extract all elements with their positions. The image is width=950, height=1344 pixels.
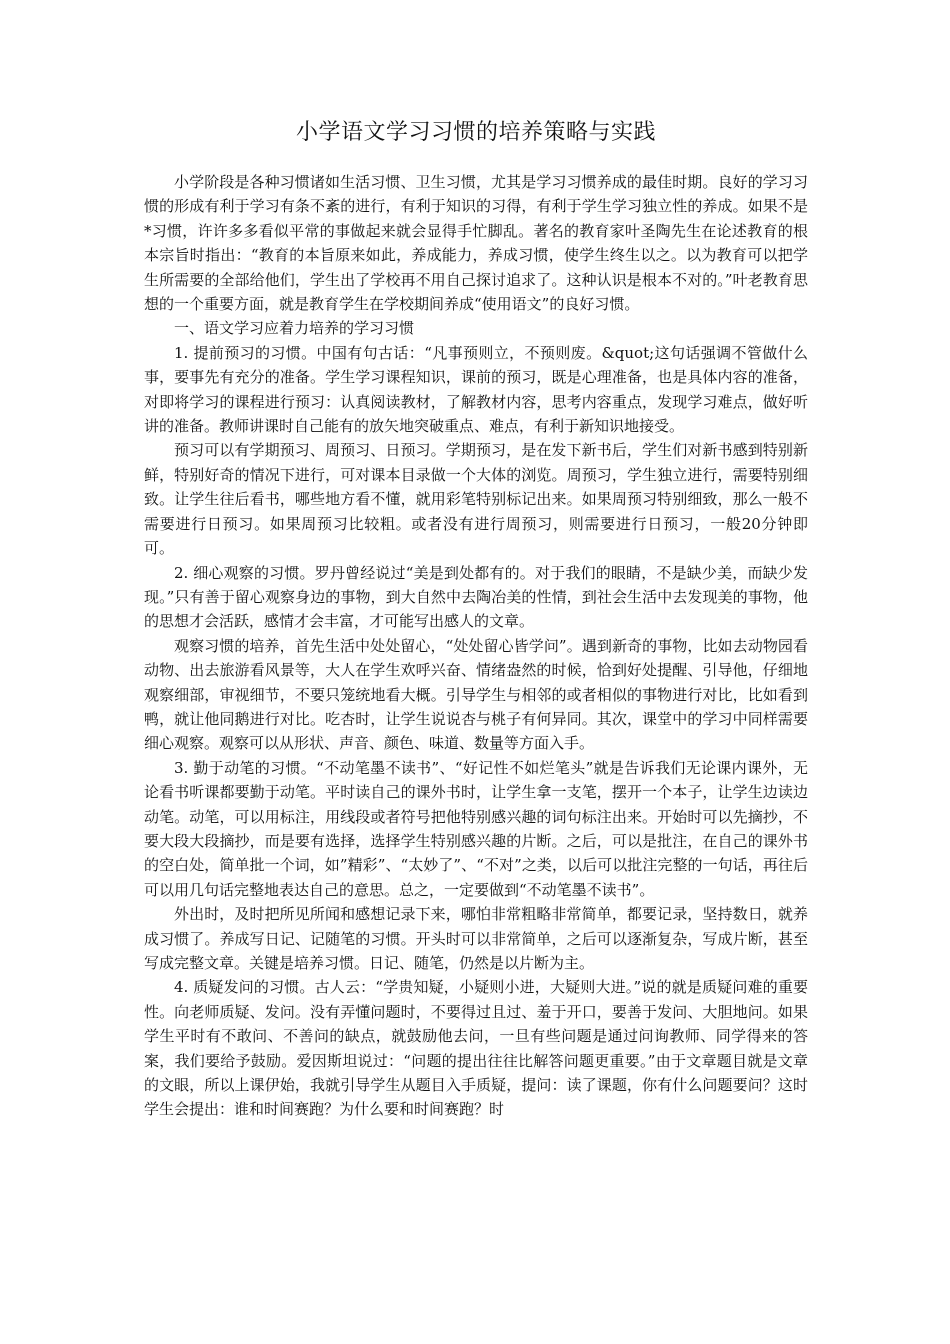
paragraph-journal-habit: 外出时，及时把所见所闻和感想记录下来，哪怕非常粗略非常简单，都要记录，坚持数日，就养成习惯了。养成写日记、记随笔的习惯。开头时可以非常简单，之后可以逐渐复杂，写成片断，甚至写成完整文章。关键是培养习惯。日记、随笔，仍然是以片断为主。 — [144, 905, 808, 972]
paragraph-observation-habit: 2. 细心观察的习惯。罗丹曾经说过“美是到处都有的。对于我们的眼睛，不是缺少美，而缺少发现。”只有善于留心观察身边的事物，到大自然中去陶冶美的性情，到社会生活中去发现美的事物，他的思想才会活跃，感情才会丰富，才可能写出感人的文章。 — [144, 563, 808, 631]
paragraph-intro: 小学阶段是各种习惯诸如生活习惯、卫生习惯，尤其是学习习惯养成的最佳时期。良好的学习习惯的形成有利于学习有条不紊的进行，有利于知识的习得，有利于学生学习独立性的养成。如果不是*习惯，许许多多看似平常的事做起来就会显得手忙脚乱。著名的教育家叶圣陶先生在论述教育的根本宗旨时指出：“教育的本旨原来如此，养成能力，养成习惯，使学生终生以之。以为教育可以把学生所需要的全部给他们，学生出了学校再不用自己探讨追求了。这种认识是根本不对的。”叶老教育思想的一个重要方面，就是教育学生在学校期间养成“使用语文”的良好习惯。 — [144, 173, 808, 314]
document-page — [144, 118, 808, 1122]
paragraph-questioning-habit: 4. 质疑发问的习惯。古人云：“学贵知疑，小疑则小进，大疑则大进。”说的就是质疑问难的重要性。向老师质疑、发问。没有弄懂问题时，不要得过且过、羞于开口，要善于发问、大胆地问。如果学生平时有不敢问、不善问的缺点，就鼓励他去问，一旦有些问题是通过问询教师、同学得来的答案，我们要给予鼓励。爱因斯坦说过：“问题的提出往往比解答问题更重要。”由于文章题目就是文章的文眼，所以上课伊始，我就引导学生从题目入手质疑，提问：读了课题，你有什么问题要问？这时学生会提出：谁和时间赛跑？为什么要和时间赛跑？时 — [144, 978, 808, 1119]
paragraph-observation-training: 观察习惯的培养，首先生活中处处留心，“处处留心皆学问”。遇到新奇的事物，比如去动物园看动物、出去旅游看风景等，大人在学生欢呼兴奋、情绪盎然的时候，恰到好处提醒、引导他，仔细地观察细部，审视细节，不要只笼统地看大概。引导学生与相邻的或者相似的事物进行对比，比如看到鸭，就让他同鹅进行对比。吃杏时，让学生说说杏与桃子有何异同。其次，课堂中的学习中同样需要细心观察。观察可以从形状、声音、颜色、味道、数量等方面入手。 — [144, 636, 808, 753]
paragraph-preview-habit: 1. 提前预习的习惯。中国有句古话：“凡事预则立，不预则废。&quot;这句话强调不管做什么事，要事先有充分的准备。学生学习课程知识，课前的预习，既是心理准备，也是具体内容的准备，对即将学习的课程进行预习：认真阅读教材，了解教材内容，思考内容重点，发现学习难点，做好听讲的准备。教师讲课时自己能有的放矢地突破重点、难点，有利于新知识地接受。 — [144, 343, 808, 436]
paragraph-writing-habit: 3. 勤于动笔的习惯。“不动笔墨不读书”、“好记性不如烂笔头”就是告诉我们无论课内课外，无论看书听课都要勤于动笔。平时读自己的课外书时，让学生拿一支笔，摆开一个本子，让学生边读边动笔。动笔，可以用标注，用线段或者符号把他特别感兴趣的词句标注出来。开始时可以先摘抄，不要大段大段摘抄，而是要有选择，选择学生特别感兴趣的片断。之后，可以是批注，在自己的课外书的空白处，简单批一个词，如”精彩”、“太妙了”、“不对”之类，以后可以批注完整的一句话，再往后可以用几句话完整地表达自己的意思。总之，一定要做到“不动笔墨不读书”。 — [144, 758, 808, 899]
paragraph-preview-types: 预习可以有学期预习、周预习、日预习。学期预习，是在发下新书后，学生们对新书感到特别新鲜，特别好奇的情况下进行，可对课本目录做一个大体的浏览。周预习，学生独立进行，需要特别细致。让学生往后看书，哪些地方看不懂，就用彩笔特别标记出来。如果周预习特别细致，那么一般不需要进行日预习。如果周预习比较粗。或者没有进行周预习，则需要进行日预习，一般20分钟即可。 — [144, 441, 808, 558]
document-title: 小学语文学习习惯的培养策略与实践 — [295, 120, 656, 145]
section-heading: 一、语文学习应着力培养的学习习惯 — [174, 319, 415, 338]
